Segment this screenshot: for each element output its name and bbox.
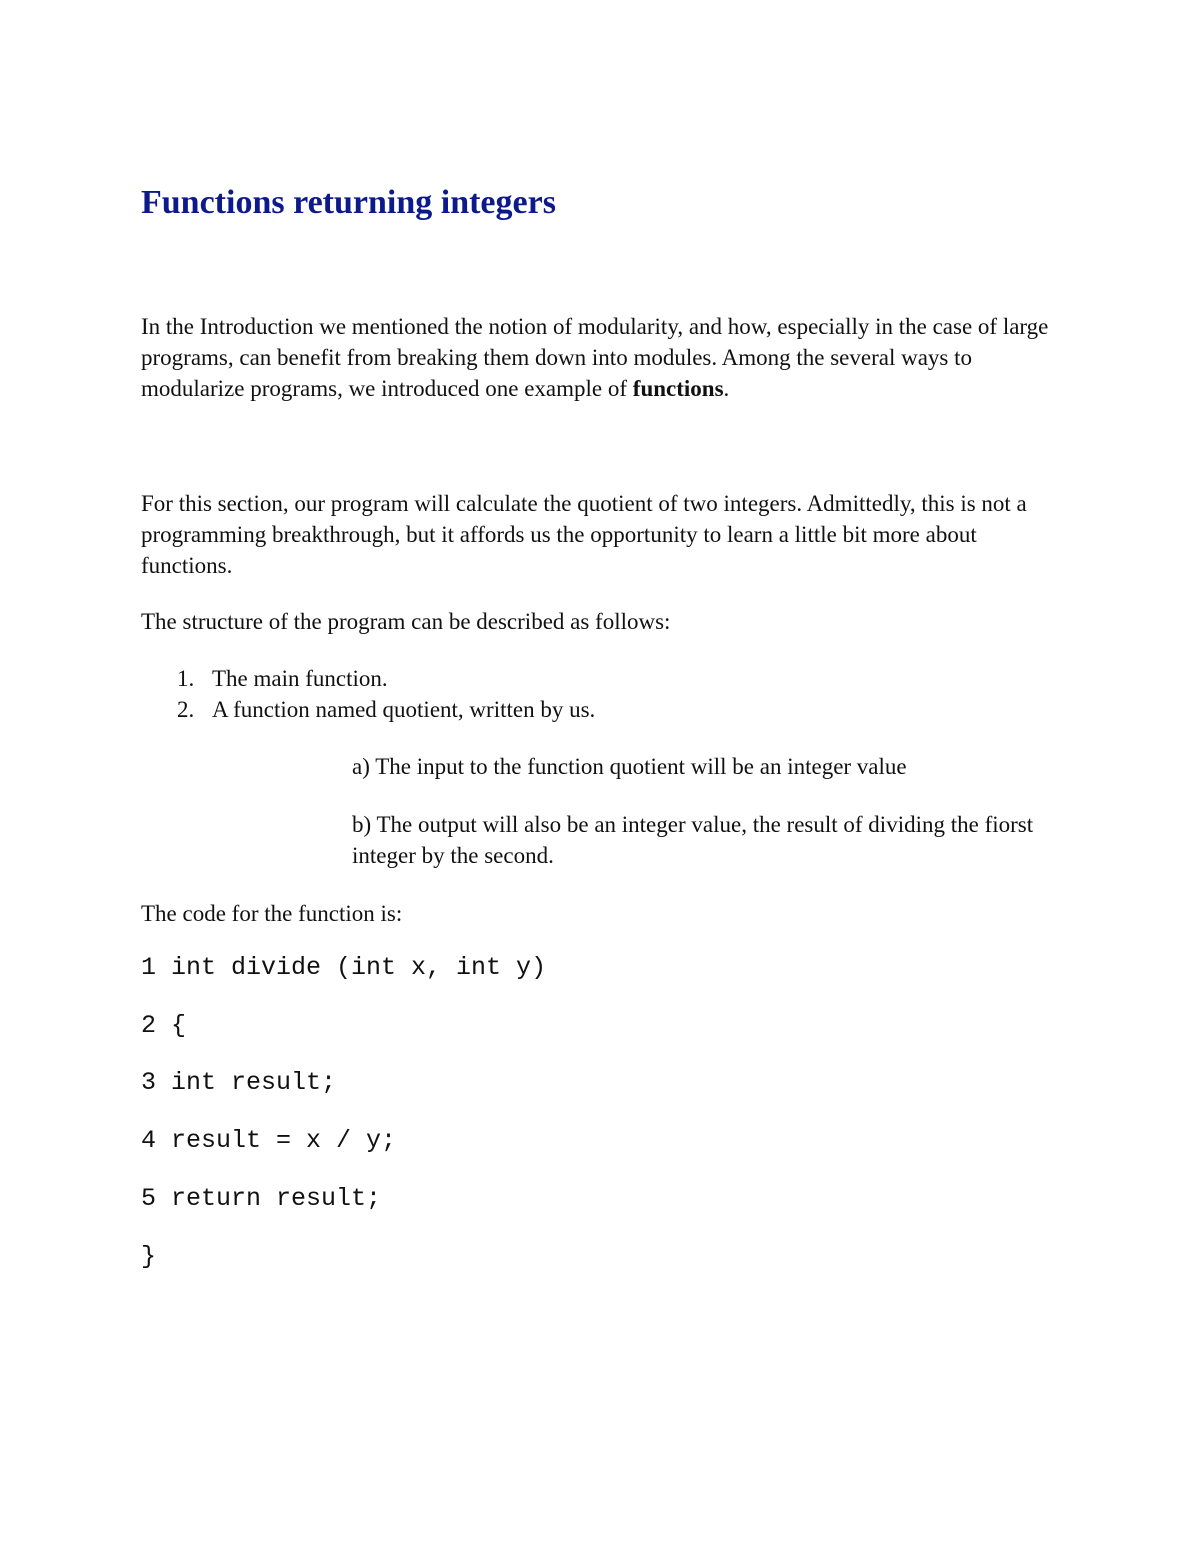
code-line: } [141, 1242, 157, 1271]
structure-list [141, 663, 595, 725]
intro-text-end: . [723, 376, 730, 401]
code-line: 3 int result; [141, 1068, 337, 1097]
list-item-number: 1. [177, 666, 195, 691]
code-line: 5 return result; [141, 1184, 382, 1213]
code-line: 4 result = x / y; [141, 1126, 397, 1155]
code-line: 2 { [141, 1011, 187, 1040]
sub-point-b: b) The output will also be an integer value, the result of dividing the fiorst integer by the second. [352, 812, 1034, 868]
list-item-text: A function named quotient, written by us. [212, 697, 596, 722]
list-item-number: 2. [177, 697, 195, 722]
code-intro: The code for the function is: [141, 901, 403, 926]
list-item [141, 663, 595, 694]
code-line: 1 int divide (int x, int y) [141, 953, 547, 982]
structure-intro: The structure of the program can be described as follows: [141, 609, 671, 634]
intro-paragraph [141, 311, 1061, 404]
sub-point-a: a) The input to the function quotient will be an integer value [352, 754, 907, 779]
intro-text: In the Introduction we mentioned the notion of modularity, and how, especially in the case of large programs, can benefit from breaking them down into modules. Among the several ways to modularize programs, we introduced one example of [141, 314, 1049, 401]
page-title: Functions returning integers [141, 184, 556, 221]
section-paragraph: For this section, our program will calculate the quotient of two integers. Admittedly, this is not a programming breakthrough, but it affords us the opportunity to learn a little bit more about functions. [141, 491, 1027, 578]
intro-bold-term: functions [632, 376, 724, 401]
list-item [141, 694, 595, 725]
list-item-text: The main function. [212, 666, 388, 691]
